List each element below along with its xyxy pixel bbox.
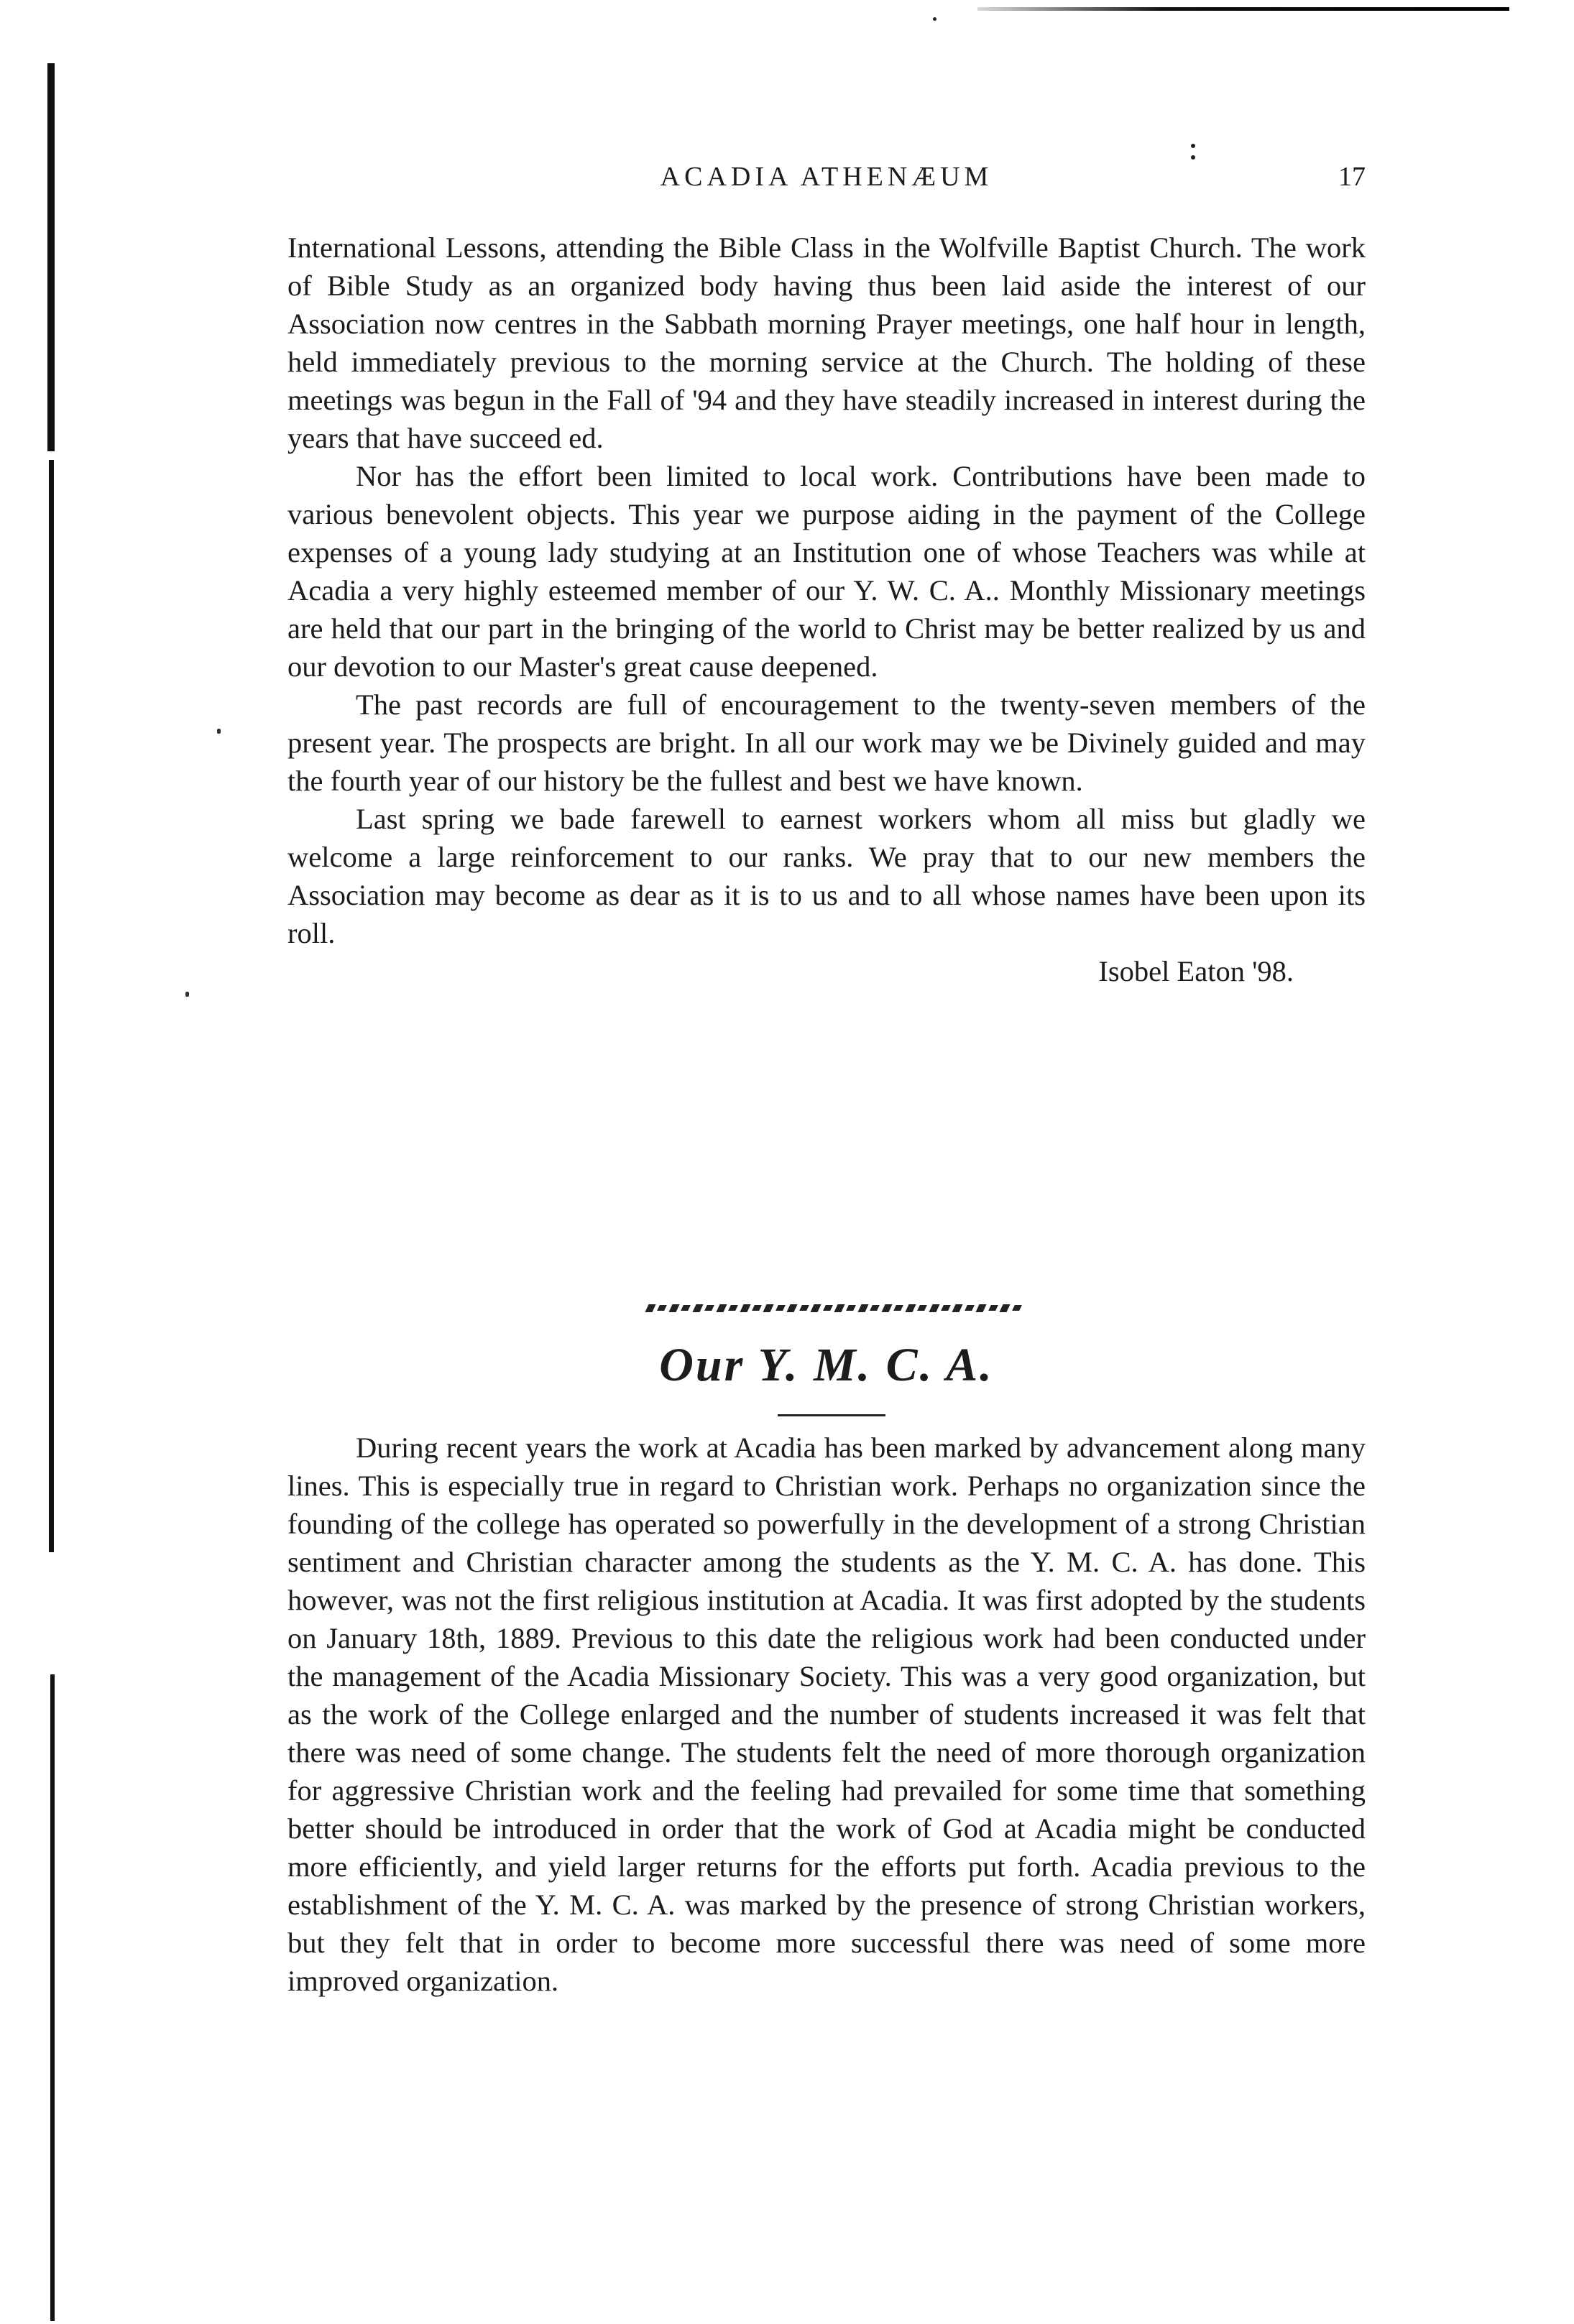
left-binding-edge — [49, 460, 54, 1552]
scan-speck — [933, 17, 936, 21]
paragraph: Nor has the effort been limited to local work. Contributions have been made to various benevolent objects. This year we purpose aiding in the payment of the College expenses of a young lady studying at an Institution one of whose Teachers was while at Acadia a very highly esteemed member of our Y. W. C. A.. Monthly Missionary meetings are held that our part in the bringing of the world to Christ may be better realized by us and our devotion to our Master's great cause deepened. — [287, 460, 1366, 683]
left-binding-edge — [47, 63, 55, 451]
scan-speck — [185, 992, 189, 997]
article-continued — [287, 229, 1366, 990]
decorative-ornament — [647, 1302, 1021, 1314]
scan-speck — [1191, 155, 1195, 160]
section-title: Our Y. M. C. A. — [659, 1339, 994, 1391]
left-binding-edge — [50, 1674, 55, 2321]
paragraph: Last spring we bade farewell to earnest workers whom all miss but gladly we welcome a large reinforcement to our ranks. We pray that to our new members the Association may become as dear as it is to us and to all whose names have been upon its roll. — [287, 803, 1366, 949]
title-underline — [778, 1414, 885, 1416]
page-number: 17 — [1338, 162, 1366, 192]
article-ymca — [287, 1429, 1366, 2000]
paragraph: During recent years the work at Acadia has been marked by advancement along many lines. This is especially true in regard to Christian work. Perhaps no organization since the founding of the college has operated so powerfully in the development of a strong Christian sentiment and Christian character among the students as the Y. M. C. A. has done. This however, was not the first religious institution at Acadia. It was first adopted by the students on January 18th, 1889. Previous to this date the religious work had been conducted under the management of the Acadia Missionary Society. This was a very good organization, but as the work of the College enlarged and the number of students increased it was felt that there was need of some change. The students felt the need of more thorough organization for aggressive Christian work and the feeling had prevailed for some time that something better should be introduced in order that the work of God at Acadia might be conducted more efficiently, and yield larger returns for the efforts put forth. Acadia previous to the establishment of the Y. M. C. A. was marked by the presence of strong Christian workers, but they felt that in order to become more successful there was need of some more improved organization. — [287, 1431, 1366, 1997]
author-signature: Isobel Eaton '98. — [1098, 955, 1294, 987]
scan-speck — [1191, 144, 1195, 148]
top-scan-rule — [977, 7, 1509, 11]
running-head: ACADIA ATHENÆUM — [660, 162, 993, 192]
paragraph: The past records are full of encouragement to the twenty-seven members of the present year. The prospects are bright. In all our work may we be Divinely guided and may the fourth year of our history be the fullest and best we have known. — [287, 688, 1366, 797]
paragraph: International Lessons, attending the Bible Class in the Wolfville Baptist Church. The work of Bible Study as an organized body having thus been laid aside the interest of our Association now centres in the Sabbath morning Prayer meetings, one half hour in length, held immediately previous to the morning service at the Church. The holding of these meetings was begun in the Fall of '94 and they have steadily increased in interest during the years that have succeed ed. — [287, 231, 1366, 454]
page-header — [287, 160, 1366, 203]
scan-speck — [217, 729, 221, 734]
